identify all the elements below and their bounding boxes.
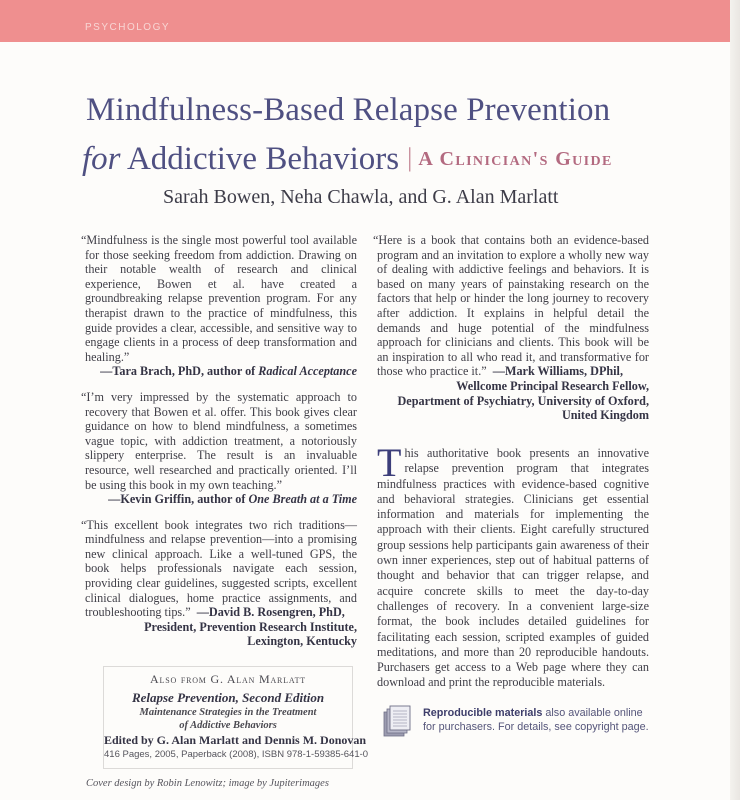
related-book-subtitle-2: of Addictive Behaviors xyxy=(179,720,277,731)
endorser: —Mark Williams, DPhil, xyxy=(492,364,623,379)
related-book-title: Relapse Prevention, Second Edition xyxy=(131,690,325,705)
endorser: —David B. Rosengren, PhD, xyxy=(196,605,345,620)
book-subtitle: A Clinician's Guide xyxy=(418,148,613,170)
cover-credit: Cover design by Robin Lenowitz; image by Jupiterimages xyxy=(86,778,329,789)
endorser: —Kevin Griffin, author of xyxy=(108,492,249,507)
reproducible-rest: also available online xyxy=(542,707,643,719)
category-label: PSYCHOLOGY xyxy=(85,22,171,33)
reproducible-text xyxy=(423,706,649,734)
endorser-affiliation: Department of Psychiatry, University of Oxford, xyxy=(397,393,649,408)
book-title-line2 xyxy=(82,141,613,178)
endorsement-quote: “Mindfulness is the single most powerful tool available for those seeking freedom from addiction. Drawing on their notable wealth of research and clinical experience, Bowen et al. have created a groundbreaking relapse prevention program. For any therapist drawn to the practice of mindfulness, this guide provides a clear, accessible, and sensitive way to engage clients in a process of deep transformation and healing.” xyxy=(81,233,357,364)
endorsement-attribution xyxy=(85,492,357,507)
book-description xyxy=(377,440,649,691)
title-for: for xyxy=(82,141,121,177)
endorsement xyxy=(81,389,357,507)
documents-stack-icon xyxy=(383,705,413,737)
related-book-subtitle-1: Maintenance Strategies in the Treatment xyxy=(139,707,317,718)
drop-cap: T xyxy=(377,440,402,485)
endorsement-quote xyxy=(81,517,357,620)
also-from-box xyxy=(103,666,369,769)
endorsement xyxy=(81,517,357,649)
also-from-heading: Also from G. Alan Marlatt xyxy=(150,672,306,686)
reproducible-bold: Reproducible materials xyxy=(423,707,543,719)
endorser-work: Radical Acceptance xyxy=(258,364,357,379)
quote-text: “Here is a book that contains both an evidence-based program and an invitation to explore a wholly new way of dealing with addictive feelings and behaviors. It is based on many years of painstaking research on the factors that help or hinder the long journey to recovery after addiction. It explains in helpful detail the demands and huge potential of the mindfulness approach for clinicians and clients. This book will be an inspiration to all who read it, and transformative for those who practice it.” xyxy=(373,233,649,379)
endorsement xyxy=(373,233,649,423)
book-authors: Sarah Bowen, Neha Chawla, and G. Alan Marlatt xyxy=(163,186,559,208)
endorser-work: One Breath at a Time xyxy=(248,492,357,507)
endorsement xyxy=(81,233,357,379)
endorser-title: Wellcome Principal Research Fellow, xyxy=(456,378,649,393)
title-separator: | xyxy=(407,143,413,172)
description-text: his authoritative book presents an innovative relapse prevention program that integrates mindfulness practices with evidence-based cognitive and behavioral strategies. Clinicians get essential information and materials for implementing the approach with their clients. Eight carefully structured group sessions help participants gain awareness of their own inner experiences, step out of habitual patterns of thought and behavior that can trigger relapse, and acquire concrete skills to meet the day-to-day challenges of recovery. In a convenient large-size format, the book includes detailed guidelines for facilitating each session, scripted examples of guided meditations, and more than 20 reproducible handouts. Purchasers get access to a Web page where they can download and print the reproducible materials. xyxy=(377,446,649,690)
endorser: —Tara Brach, PhD, author of xyxy=(100,364,259,379)
title-main: Addictive Behaviors xyxy=(126,141,400,177)
endorsement-quote xyxy=(373,233,649,379)
endorsement-quote: “I’m very impressed by the systematic approach to recovery that Bowen et al. offer. This book gives clear guidance on how to blend mindfulness, a sometimes vague topic, with addiction treatment, a notoriously slippery enterprise. The result is an invaluable resource, well researched and practically oriented. I’ll be using this book in my own teaching.” xyxy=(81,389,357,492)
related-book-meta: 416 Pages, 2005, Paperback (2008), ISBN 978-1-59385-641-0 xyxy=(104,749,369,760)
book-title-line1: Mindfulness-Based Relapse Prevention xyxy=(86,92,611,128)
category-banner xyxy=(0,0,730,42)
endorser-location: United Kingdom xyxy=(561,408,649,423)
reproducible-line2: for purchasers. For details, see copyright page. xyxy=(423,721,649,733)
page-edge xyxy=(730,0,740,800)
related-book-editors: Edited by G. Alan Marlatt and Dennis M. Donovan xyxy=(104,733,367,747)
endorser-location: Lexington, Kentucky xyxy=(247,634,357,649)
endorsements-left xyxy=(81,233,357,660)
reproducible-materials-note xyxy=(383,705,703,741)
endorser-affiliation: President, Prevention Research Institute, xyxy=(144,619,357,634)
endorsements-right xyxy=(373,233,649,434)
endorsement-attribution xyxy=(85,364,357,379)
quote-text: “This excellent book integrates two rich traditions—mindfulness and relapse prevention—into a promising new clinical approach. Like a well-tuned GPS, the book helps professionals navigate each session, providing clear guidelines, suggested scripts, excellent clinical dialogues, home practice assignments, and troubleshooting tips.” xyxy=(81,517,357,620)
